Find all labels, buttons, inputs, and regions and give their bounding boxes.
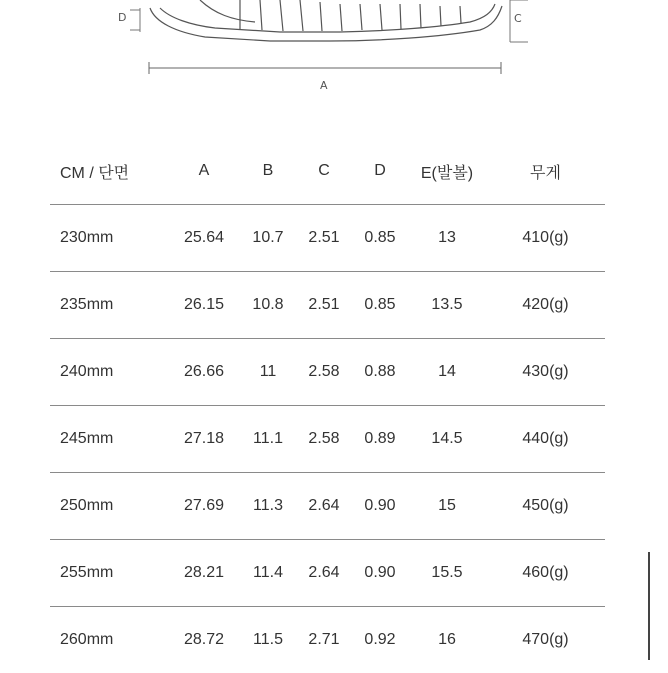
cell-d: 0.92 — [352, 607, 408, 673]
cell-a: 26.15 — [168, 272, 240, 339]
table-row — [50, 272, 605, 339]
cell-e: 13 — [408, 205, 486, 272]
cell-weight: 440(g) — [486, 406, 605, 473]
cell-d: 0.90 — [352, 473, 408, 540]
cell-d: 0.89 — [352, 406, 408, 473]
header-b: B — [240, 138, 296, 205]
cell-a: 27.18 — [168, 406, 240, 473]
cell-c: 2.58 — [296, 406, 352, 473]
cell-size: 245mm — [50, 406, 168, 473]
cell-a: 28.72 — [168, 607, 240, 673]
table-row — [50, 473, 605, 540]
table-row — [50, 406, 605, 473]
label-d: D — [118, 11, 126, 24]
cell-a: 25.64 — [168, 205, 240, 272]
cell-weight: 460(g) — [486, 540, 605, 607]
cell-b: 10.7 — [240, 205, 296, 272]
table-row — [50, 540, 605, 607]
cell-size: 260mm — [50, 607, 168, 673]
cell-b: 11.3 — [240, 473, 296, 540]
cell-size: 250mm — [50, 473, 168, 540]
cell-b: 11.5 — [240, 607, 296, 673]
cell-size: 235mm — [50, 272, 168, 339]
cell-c: 2.51 — [296, 205, 352, 272]
shoe-dimension-diagram — [0, 0, 668, 130]
scrollbar-thumb[interactable] — [648, 552, 650, 660]
cell-size: 230mm — [50, 205, 168, 272]
cell-size: 240mm — [50, 339, 168, 406]
cell-c: 2.51 — [296, 272, 352, 339]
header-e: E(발볼) — [408, 138, 486, 205]
cell-c: 2.58 — [296, 339, 352, 406]
header-size: CM / 단면 — [50, 138, 168, 205]
cell-weight: 430(g) — [486, 339, 605, 406]
table-row — [50, 607, 605, 673]
cell-weight: 470(g) — [486, 607, 605, 673]
cell-b: 11.4 — [240, 540, 296, 607]
cell-c: 2.64 — [296, 473, 352, 540]
header-weight: 무게 — [486, 138, 605, 205]
shoe-side-illustration — [150, 0, 502, 41]
cell-d: 0.85 — [352, 272, 408, 339]
cell-weight: 410(g) — [486, 205, 605, 272]
cell-e: 13.5 — [408, 272, 486, 339]
cell-b: 11.1 — [240, 406, 296, 473]
table-row — [50, 339, 605, 406]
cell-c: 2.64 — [296, 540, 352, 607]
cell-e: 15 — [408, 473, 486, 540]
cell-a: 26.66 — [168, 339, 240, 406]
cell-e: 15.5 — [408, 540, 486, 607]
cell-c: 2.71 — [296, 607, 352, 673]
label-c: C — [514, 12, 522, 25]
table-row — [50, 205, 605, 272]
header-d: D — [352, 138, 408, 205]
cell-weight: 420(g) — [486, 272, 605, 339]
header-c: C — [296, 138, 352, 205]
label-a: A — [320, 79, 328, 92]
cell-e: 14 — [408, 339, 486, 406]
header-row — [50, 138, 605, 205]
cell-b: 10.8 — [240, 272, 296, 339]
cell-d: 0.90 — [352, 540, 408, 607]
cell-e: 16 — [408, 607, 486, 673]
cell-weight: 450(g) — [486, 473, 605, 540]
cell-d: 0.88 — [352, 339, 408, 406]
size-chart-table — [50, 138, 605, 673]
cell-a: 27.69 — [168, 473, 240, 540]
cell-d: 0.85 — [352, 205, 408, 272]
cell-size: 255mm — [50, 540, 168, 607]
cell-a: 28.21 — [168, 540, 240, 607]
header-a: A — [168, 138, 240, 205]
cell-e: 14.5 — [408, 406, 486, 473]
cell-b: 11 — [240, 339, 296, 406]
